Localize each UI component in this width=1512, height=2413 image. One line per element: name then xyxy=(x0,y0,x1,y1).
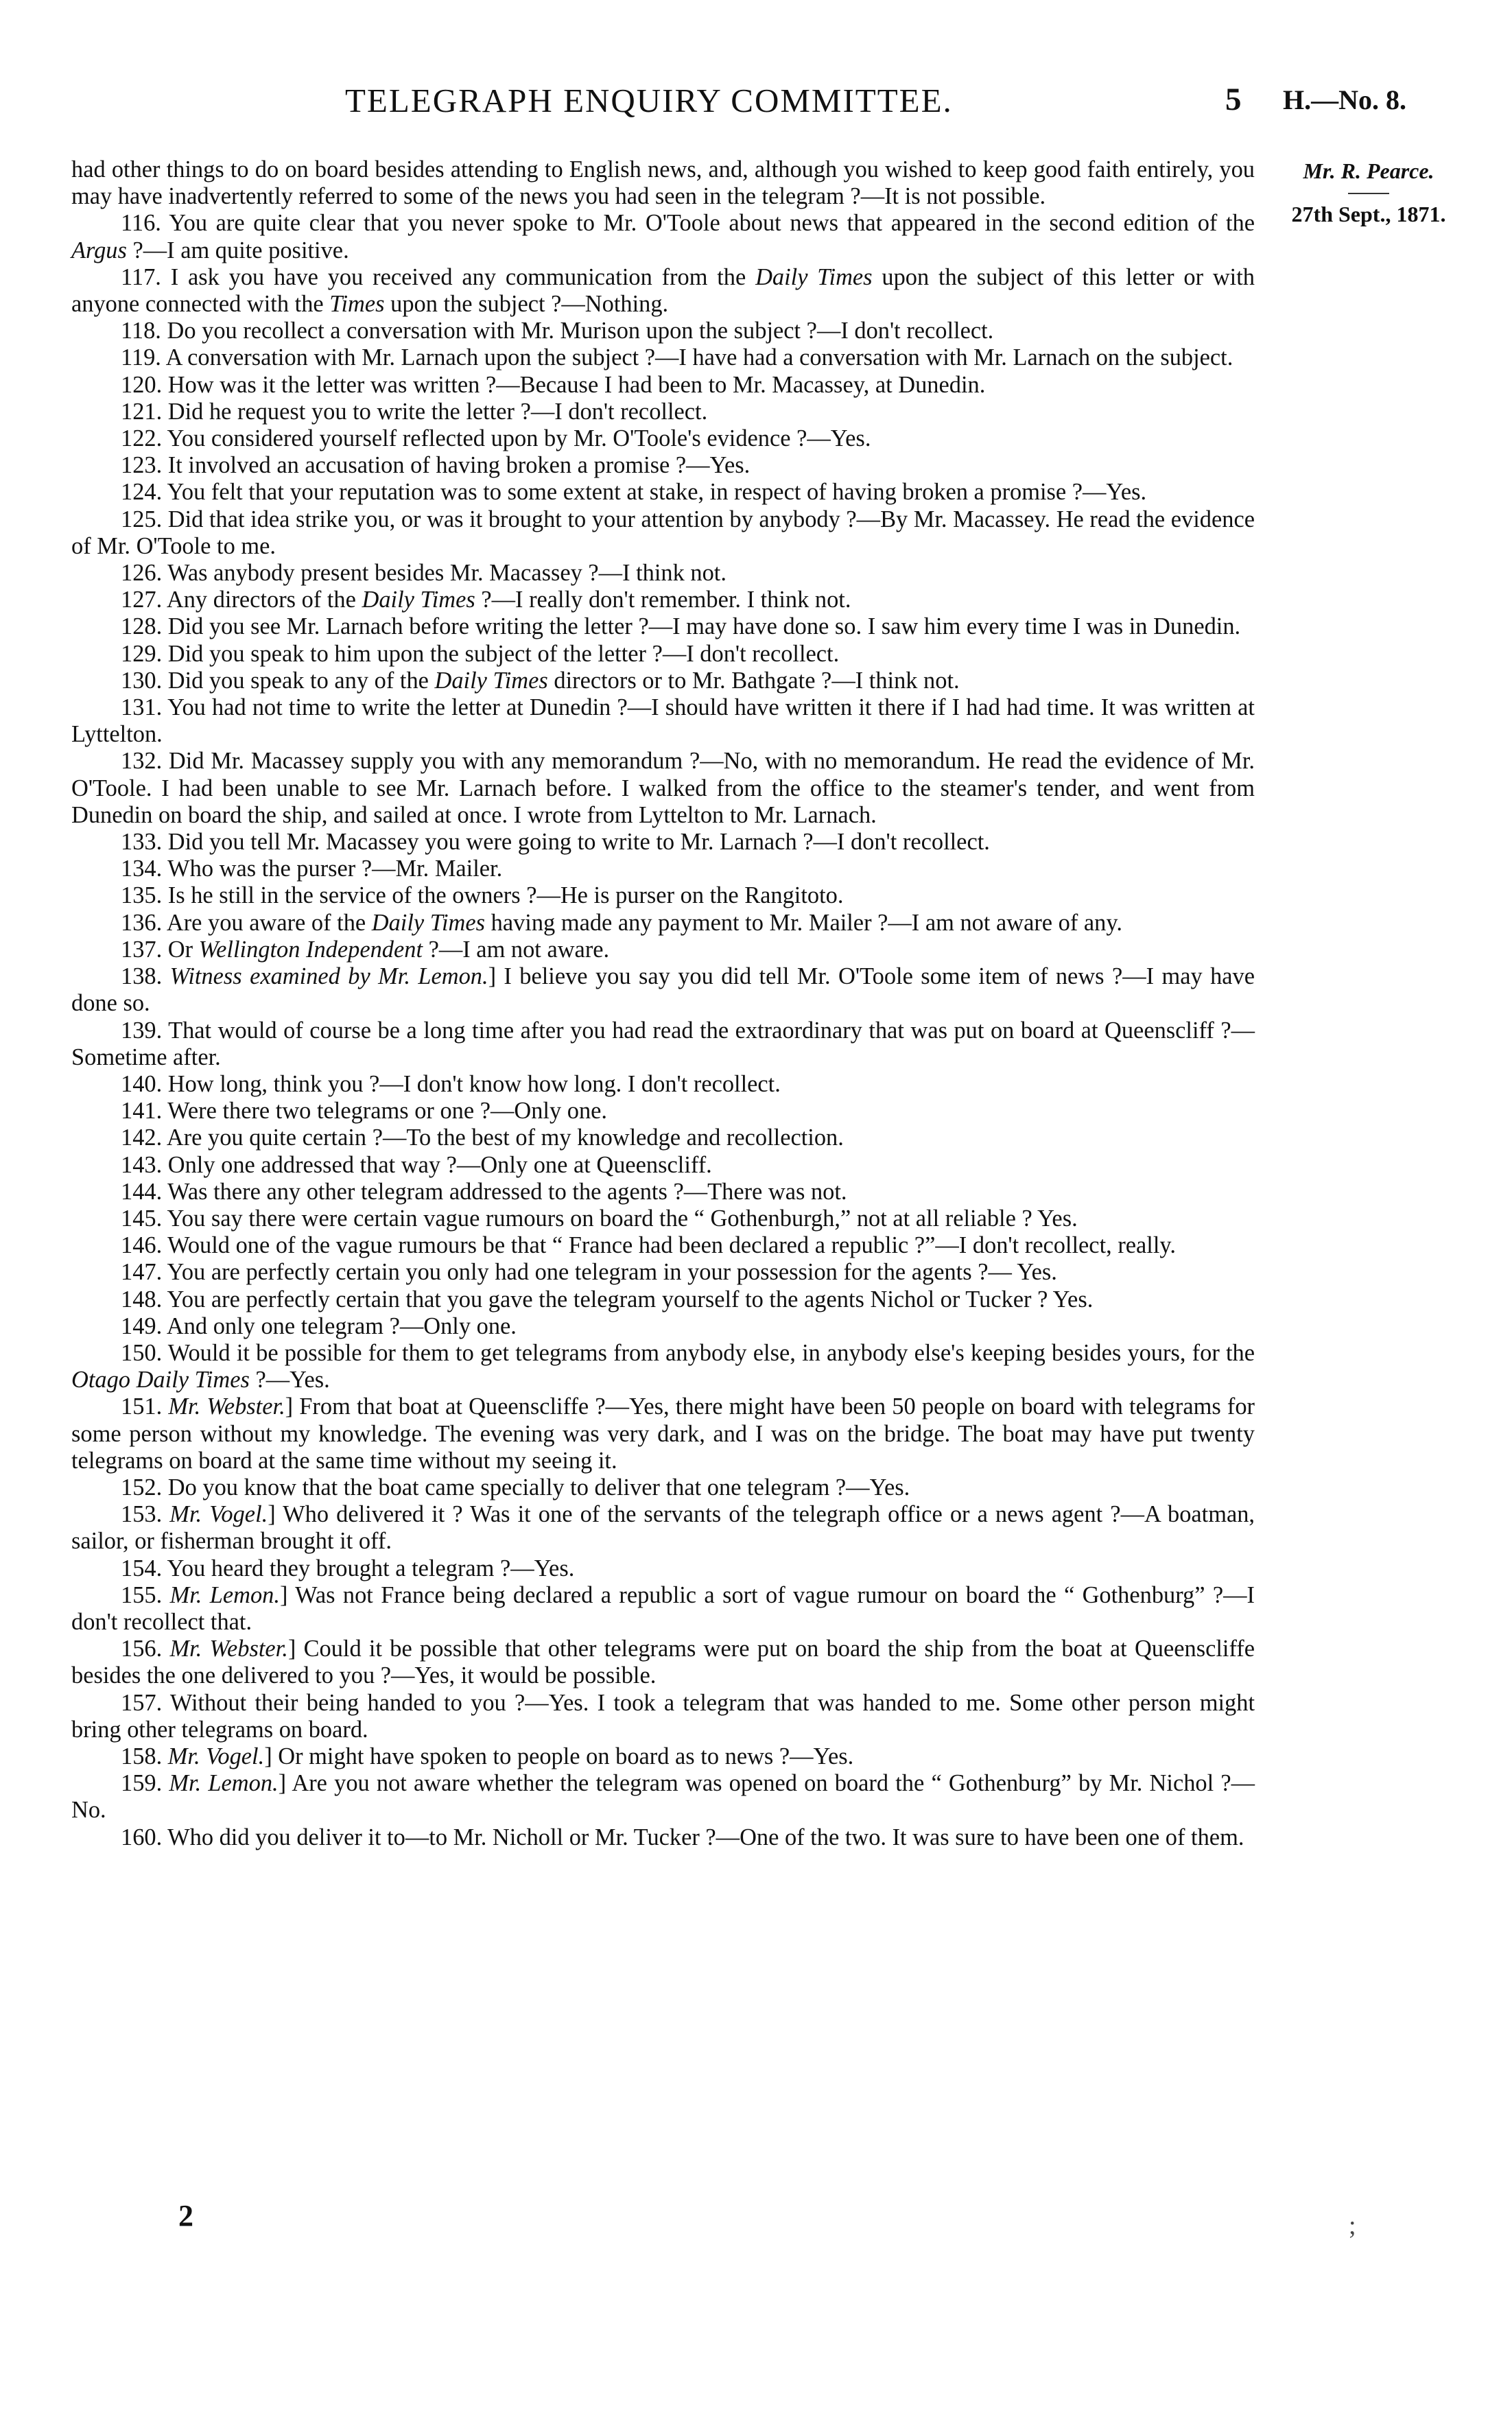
testimony-paragraph: 141. Were there two telegrams or one ?—Only one. xyxy=(121,1098,608,1125)
testimony-paragraph: 119. A conversation with Mr. Larnach upon the subject ?—I have had a conversation with Mr. Larnach on the subject. xyxy=(121,344,1233,371)
testimony-paragraph: 140. How long, think you ?—I don't know how long. I don't recollect. xyxy=(121,1070,781,1097)
testimony-paragraph: 131. You had not time to write the letter at Dunedin ?—I should have written it there if I had had time. It was written at Lyttelton. xyxy=(71,694,1255,748)
testimony-paragraph: 138. Witness examined by Mr. Lemon.] I believe you say you did tell Mr. O'Toole some item of news ?—I may have done so. xyxy=(71,963,1255,1017)
testimony-paragraph: had other things to do on board besides attending to English news, and, although you wished to keep good faith entirely, you may have inadvertently referred to some of the news you had seen in the telegram ?—It is not possible. xyxy=(71,156,1255,210)
testimony-paragraph: 129. Did you speak to him upon the subject of the letter ?—I don't recollect. xyxy=(121,640,840,667)
testimony-paragraph: 135. Is he still in the service of the owners ?—He is purser on the Rangitoto. xyxy=(121,882,844,909)
testimony-paragraph: 118. Do you recollect a conversation with Mr. Murison upon the subject ?—I don't recollect. xyxy=(121,318,994,344)
hearing-date: 27th Sept., 1871. xyxy=(1291,202,1446,226)
document-title: TELEGRAPH ENQUIRY COMMITTEE. xyxy=(345,82,953,119)
testimony-paragraph: 150. Would it be possible for them to get telegrams from anybody else, in anybody else's keeping besides yours, for the Otago Daily Times ?—Yes. xyxy=(71,1339,1255,1393)
testimony-paragraph: 157. Without their being handed to you ?—Yes. I took a telegram that was handed to me. Some other person might bring other telegrams on board. xyxy=(71,1689,1255,1743)
testimony-paragraph: 124. You felt that your reputation was to some extent at stake, in respect of having broken a promise ?—Yes. xyxy=(121,479,1147,506)
testimony-paragraph: 123. It involved an accusation of having broken a promise ?—Yes. xyxy=(121,452,751,479)
document-reference: H.—No. 8. xyxy=(1283,84,1406,115)
testimony-paragraph: 122. You considered yourself reflected upon by Mr. O'Toole's evidence ?—Yes. xyxy=(121,425,871,452)
testimony-paragraph: 139. That would of course be a long time after you had read the extraordinary that was put on board at Queenscliff ?—Sometime after. xyxy=(71,1017,1255,1070)
page-header xyxy=(0,81,1512,129)
testimony-paragraph: 156. Mr. Webster.] Could it be possible that other telegrams were put on board the ship from the boat at Queenscliffe besides the one delivered to you ?—Yes, it would be possible. xyxy=(71,1636,1255,1689)
testimony-paragraph: 149. And only one telegram ?—Only one. xyxy=(121,1313,517,1339)
stray-mark: ; xyxy=(1349,2211,1356,2240)
page-number: 5 xyxy=(1225,82,1242,117)
testimony-paragraph: 159. Mr. Lemon.] Are you not aware whether the telegram was opened on board the “ Gothenburg” by Mr. Nichol ?—No. xyxy=(71,1770,1255,1824)
testimony-paragraph: 132. Did Mr. Macassey supply you with any memorandum ?—No, with no memorandum. He read the evidence of Mr. O'Toole. I had been unable to see Mr. Larnach before. I walked from the office to the steamer's tender, and went from Dunedin on board the ship, and sailed at once. I wrote from Lyttelton to Mr. Larnach. xyxy=(71,748,1255,828)
testimony-paragraph: 137. Or Wellington Independent ?—I am not aware. xyxy=(121,936,610,963)
testimony-paragraph: 142. Are you quite certain ?—To the best of my knowledge and recollection. xyxy=(121,1125,844,1151)
testimony-paragraph: 126. Was anybody present besides Mr. Macassey ?—I think not. xyxy=(121,560,727,587)
testimony-paragraph: 146. Would one of the vague rumours be that “ France had been declared a republic ?”—I don't recollect, really. xyxy=(121,1232,1176,1259)
testimony-paragraph: 127. Any directors of the Daily Times ?—I really don't remember. I think not. xyxy=(121,587,851,613)
witness-name: Mr. R. Pearce. xyxy=(1303,158,1434,183)
testimony-paragraph: 136. Are you aware of the Daily Times having made any payment to Mr. Mailer ?—I am not aware of any. xyxy=(121,909,1122,936)
margin-note xyxy=(1259,158,1478,228)
testimony-paragraph: 143. Only one addressed that way ?—Only one at Queenscliff. xyxy=(121,1151,712,1178)
testimony-paragraph: 160. Who did you deliver it to—to Mr. Nicholl or Mr. Tucker ?—One of the two. It was sure to have been one of them. xyxy=(121,1824,1244,1850)
testimony-paragraph: 117. I ask you have you received any communication from the Daily Times upon the subject of this letter or with anyone connected with the Times upon the subject ?—Nothing. xyxy=(71,263,1255,318)
testimony-paragraph: 128. Did you see Mr. Larnach before writing the letter ?—I may have done so. I saw him every time I was in Dunedin. xyxy=(121,613,1241,640)
testimony-paragraph: 148. You are perfectly certain that you gave the telegram yourself to the agents Nichol or Tucker ? Yes. xyxy=(121,1286,1094,1313)
testimony-paragraph: 144. Was there any other telegram addressed to the agents ?—There was not. xyxy=(121,1178,847,1205)
testimony-paragraph: 155. Mr. Lemon.] Was not France being declared a republic a sort of vague rumour on board the “ Gothenburg” ?—I don't recollect that. xyxy=(71,1581,1255,1635)
testimony-paragraph: 147. You are perfectly certain you only had one telegram in your possession for the agents ?— Yes. xyxy=(121,1259,1057,1286)
testimony-paragraph: 120. How was it the letter was written ?—Because I had been to Mr. Macassey, at Dunedin. xyxy=(121,371,986,398)
signature-mark: 2 xyxy=(178,2199,193,2233)
testimony-paragraph: 152. Do you know that the boat came specially to deliver that one telegram ?—Yes. xyxy=(121,1474,910,1500)
testimony-paragraph: 121. Did he request you to write the letter ?—I don't recollect. xyxy=(121,398,708,425)
testimony-paragraph: 145. You say there were certain vague rumours on board the “ Gothenburgh,” not at all reliable ? Yes. xyxy=(121,1205,1078,1232)
testimony-text xyxy=(71,156,1255,1851)
testimony-paragraph: 134. Who was the purser ?—Mr. Mailer. xyxy=(121,856,503,882)
testimony-paragraph: 158. Mr. Vogel.] Or might have spoken to people on board as to news ?—Yes. xyxy=(121,1743,854,1769)
testimony-paragraph: 116. You are quite clear that you never spoke to Mr. O'Toole about news that appeared in the second edition of the Argus ?—I am quite positive. xyxy=(71,210,1255,263)
margin-rule xyxy=(1348,193,1389,194)
testimony-paragraph: 125. Did that idea strike you, or was it brought to your attention by anybody ?—By Mr. Macassey. He read the evidence of Mr. O'Toole to me. xyxy=(71,506,1255,559)
testimony-paragraph: 151. Mr. Webster.] From that boat at Queenscliffe ?—Yes, there might have been 50 people on board with telegrams for some person without my knowledge. The evening was very dark, and I was on the bridge. The boat may have put twenty telegrams on board at the same time without my seeing it. xyxy=(71,1393,1255,1474)
testimony-paragraph: 153. Mr. Vogel.] Who delivered it ? Was it one of the servants of the telegraph office or a news agent ?—A boatman, sailor, or fisherman brought it off. xyxy=(71,1501,1255,1555)
testimony-paragraph: 130. Did you speak to any of the Daily Times directors or to Mr. Bathgate ?—I think not. xyxy=(121,667,960,694)
testimony-paragraph: 133. Did you tell Mr. Macassey you were going to write to Mr. Larnach ?—I don't recollect. xyxy=(121,829,990,856)
testimony-paragraph: 154. You heard they brought a telegram ?—Yes. xyxy=(121,1555,575,1581)
